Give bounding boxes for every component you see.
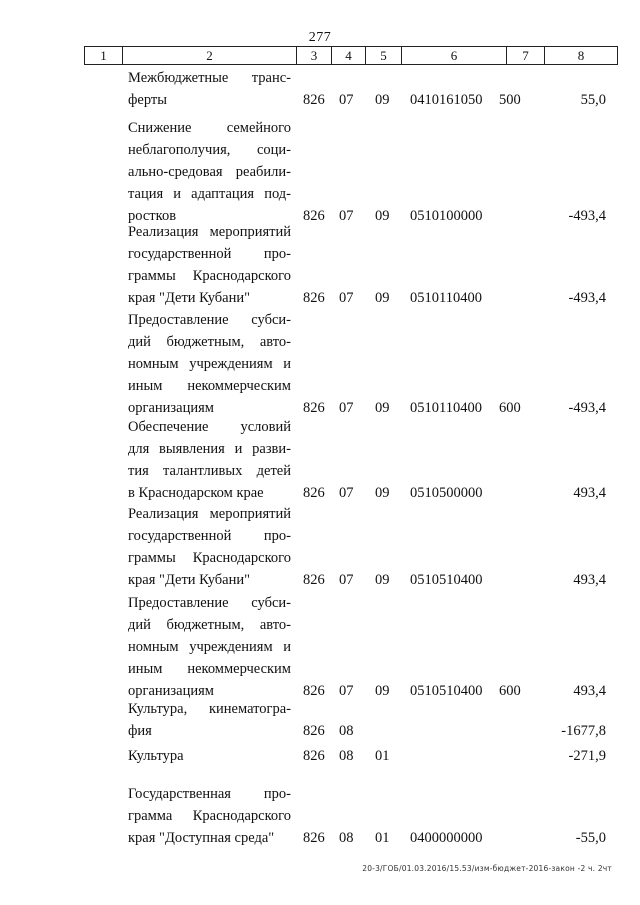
row-name-line: ростков bbox=[128, 208, 177, 224]
cell-c5: 09 bbox=[375, 400, 390, 416]
row-name-line: граммы Краснодарского bbox=[128, 268, 291, 284]
cell-c8: 493,4 bbox=[573, 683, 606, 699]
row-name-line: ально-средовая реабили- bbox=[128, 164, 291, 180]
row-name bbox=[128, 309, 291, 419]
row-name-line: края "Дети Кубани" bbox=[128, 572, 251, 588]
cell-c4: 08 bbox=[339, 748, 354, 764]
row-name-line: иным некоммерческим bbox=[128, 378, 291, 394]
row-name-line: дий бюджетным, авто- bbox=[128, 617, 291, 633]
cell-c3: 826 bbox=[303, 485, 325, 501]
row-name bbox=[128, 67, 291, 111]
row-name bbox=[128, 221, 291, 309]
cell-c4: 07 bbox=[339, 208, 354, 224]
row-name-line: Предоставление субси- bbox=[128, 312, 291, 328]
row-name-line: организациям bbox=[128, 683, 214, 699]
row-name-line: Реализация мероприятий bbox=[128, 506, 291, 522]
row-name-line: Культура, кинематогра- bbox=[128, 701, 291, 717]
cell-c3: 826 bbox=[303, 572, 325, 588]
cell-c5: 09 bbox=[375, 92, 390, 108]
cell-c8: -493,4 bbox=[568, 290, 606, 306]
cell-c4: 07 bbox=[339, 485, 354, 501]
cell-c8: -493,4 bbox=[568, 400, 606, 416]
header-col-4: 4 bbox=[332, 47, 366, 64]
page-number: 277 bbox=[308, 30, 332, 45]
cell-c3: 826 bbox=[303, 748, 325, 764]
cell-c6: 0510510400 bbox=[410, 572, 483, 588]
cell-c3: 826 bbox=[303, 400, 325, 416]
cell-c6: 0510110400 bbox=[410, 400, 482, 416]
cell-c4: 07 bbox=[339, 290, 354, 306]
cell-c3: 826 bbox=[303, 683, 325, 699]
cell-c8: 55,0 bbox=[580, 92, 606, 108]
cell-c6: 0510510400 bbox=[410, 683, 483, 699]
cell-c4: 07 bbox=[339, 572, 354, 588]
row-name-line: государственной про- bbox=[128, 246, 291, 262]
row-name-line: граммы Краснодарского bbox=[128, 550, 291, 566]
header-col-6: 6 bbox=[402, 47, 507, 64]
cell-c5: 01 bbox=[375, 748, 390, 764]
header-col-7: 7 bbox=[507, 47, 545, 64]
cell-c8: 493,4 bbox=[573, 572, 606, 588]
row-name-line: номным учреждениям и bbox=[128, 356, 291, 372]
row-name-line: для выявления и разви- bbox=[128, 441, 291, 457]
cell-c7: 600 bbox=[499, 683, 521, 699]
row-name-line: Обеспечение условий bbox=[128, 419, 291, 435]
row-name-line: Культура bbox=[128, 748, 184, 764]
row-name-line: в Краснодарском крае bbox=[128, 485, 264, 501]
cell-c4: 07 bbox=[339, 683, 354, 699]
cell-c3: 826 bbox=[303, 208, 325, 224]
header-col-5: 5 bbox=[366, 47, 402, 64]
header-col-3: 3 bbox=[297, 47, 332, 64]
cell-c4: 08 bbox=[339, 830, 354, 846]
cell-c6: 0510110400 bbox=[410, 290, 482, 306]
cell-c8: -271,9 bbox=[568, 748, 606, 764]
row-name bbox=[128, 592, 291, 702]
row-name-line: Предоставление субси- bbox=[128, 595, 291, 611]
row-name-line: Государственная про- bbox=[128, 786, 291, 802]
row-name-line: края "Дети Кубани" bbox=[128, 290, 251, 306]
row-name-line: дий бюджетным, авто- bbox=[128, 334, 291, 350]
cell-c6: 0410161050 bbox=[410, 92, 483, 108]
cell-c5: 09 bbox=[375, 290, 390, 306]
row-name bbox=[128, 117, 291, 227]
row-name-line: ферты bbox=[128, 92, 167, 108]
cell-c3: 826 bbox=[303, 723, 325, 739]
cell-c8: -1677,8 bbox=[561, 723, 606, 739]
row-name-line: государственной про- bbox=[128, 528, 291, 544]
row-name-line: грамма Краснодарского bbox=[128, 808, 291, 824]
cell-c4: 07 bbox=[339, 92, 354, 108]
cell-c4: 08 bbox=[339, 723, 354, 739]
header-col-8: 8 bbox=[545, 47, 618, 64]
cell-c8: -493,4 bbox=[568, 208, 606, 224]
cell-c3: 826 bbox=[303, 92, 325, 108]
row-name-line: иным некоммерческим bbox=[128, 661, 291, 677]
document-footer: 20-3/ГОБ/01.03.2016/15.53/изм-бюджет-2016-закон -2 ч. 2чт bbox=[362, 864, 612, 873]
cell-c6: 0510100000 bbox=[410, 208, 483, 224]
row-name bbox=[128, 503, 291, 591]
cell-c8: 493,4 bbox=[573, 485, 606, 501]
row-name-line: организациям bbox=[128, 400, 214, 416]
row-name-line: тия талантливых детей bbox=[128, 463, 291, 479]
row-name bbox=[128, 698, 291, 742]
row-name-line: тация и адаптация под- bbox=[128, 186, 291, 202]
cell-c3: 826 bbox=[303, 290, 325, 306]
header-col-1: 1 bbox=[85, 47, 123, 64]
row-name bbox=[128, 745, 291, 767]
row-name bbox=[128, 783, 291, 849]
cell-c5: 01 bbox=[375, 830, 390, 846]
cell-c6: 0510500000 bbox=[410, 485, 483, 501]
row-name-line: Межбюджетные транс- bbox=[128, 70, 291, 86]
row-name-line: номным учреждениям и bbox=[128, 639, 291, 655]
row-name-line: Снижение семейного bbox=[128, 120, 291, 136]
cell-c5: 09 bbox=[375, 208, 390, 224]
row-name-line: неблагополучия, соци- bbox=[128, 142, 291, 158]
row-name-line: Реализация мероприятий bbox=[128, 224, 291, 240]
cell-c4: 07 bbox=[339, 400, 354, 416]
cell-c3: 826 bbox=[303, 830, 325, 846]
cell-c8: -55,0 bbox=[575, 830, 606, 846]
header-col-2: 2 bbox=[123, 47, 297, 64]
cell-c5: 09 bbox=[375, 572, 390, 588]
row-name bbox=[128, 416, 291, 504]
row-name-line: фия bbox=[128, 723, 152, 739]
row-name-line: края "Доступная среда" bbox=[128, 830, 275, 846]
cell-c6: 0400000000 bbox=[410, 830, 483, 846]
cell-c7: 600 bbox=[499, 400, 521, 416]
cell-c5: 09 bbox=[375, 683, 390, 699]
cell-c7: 500 bbox=[499, 92, 521, 108]
cell-c5: 09 bbox=[375, 485, 390, 501]
